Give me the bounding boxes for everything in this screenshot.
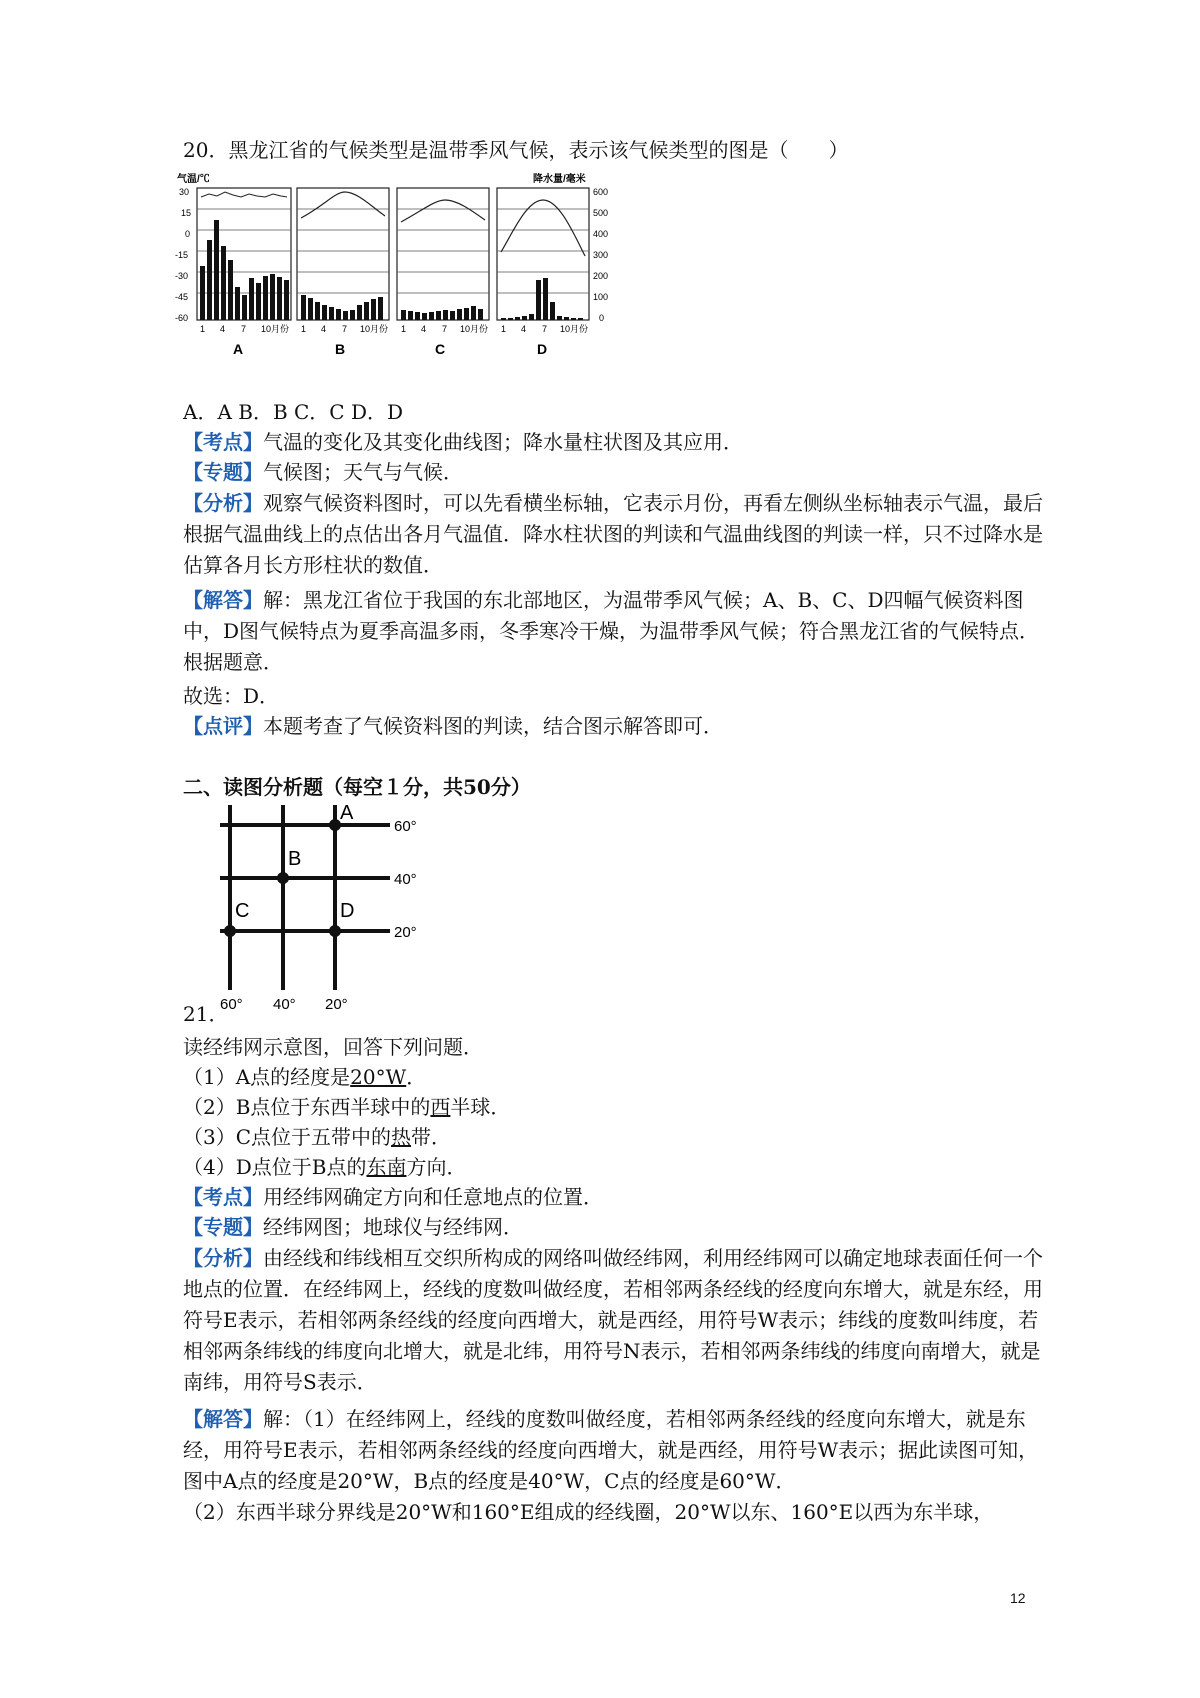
precip-tick: 400 xyxy=(593,229,609,239)
x-tick: 10月份 xyxy=(261,324,290,334)
lon-label: 40° xyxy=(273,996,296,1013)
sub4-post: 方向． xyxy=(406,1155,467,1179)
sub3-answer: 热 xyxy=(391,1125,412,1149)
zhuanti-text: 气候图；天气与气候． xyxy=(263,460,463,484)
panel-label-a: A xyxy=(233,341,244,357)
temp-tick: -45 xyxy=(175,292,189,302)
precip-tick: 500 xyxy=(593,208,609,218)
kaodian-tag: 【考点】 xyxy=(183,1185,263,1209)
q20-stem: 20．黑龙江省的气候类型是温带季风气候，表示该气候类型的图是（ ） xyxy=(183,138,849,162)
lat-label: 60° xyxy=(394,818,417,835)
q20-dianping xyxy=(183,712,723,740)
sub2-post: 半球． xyxy=(450,1095,511,1119)
fenxi-text: 由经线和纬线相互交织所构成的网络叫做经纬网，利用经纬网可以确定地球表面任何一个地点的位置．在经纬网上，经线的度数叫做经度，若相邻两条经线的经度向东增大，就是东经，用符号E表示，若相邻两条经线的经度向西增大，就是西经，用符号W表示；纬线的度数叫纬度，若相邻两条纬线的纬度向北增大，就是北纬，用符号N表示，若相邻两条纬线的纬度向南增大，就是南纬，用符号S表示． xyxy=(183,1246,1043,1394)
jieda-text: 解：（1）在经纬网上，经线的度数叫做经度，若相邻两条经线的经度向东增大，就是东经，用符号E表示，若相邻两条经线的经度向西增大，就是西经，用符号W表示；据此读图可知，图中A点的经度是20°W，B点的经度是40°W，C点的经度是60°W． xyxy=(183,1407,1039,1493)
sub4-pre: （4）D点位于B点的 xyxy=(183,1155,367,1179)
q21-sub4 xyxy=(183,1153,466,1181)
zhuanti-tag: 【专题】 xyxy=(183,1215,263,1239)
x-tick: 4 xyxy=(421,324,427,334)
precip-tick: 600 xyxy=(593,187,609,197)
precip-tick: 200 xyxy=(593,271,609,281)
x-tick: 7 xyxy=(442,324,448,334)
q20-zhuanti xyxy=(183,458,463,486)
panel-label-c: C xyxy=(435,341,446,357)
precip-tick: 100 xyxy=(593,292,609,302)
sub1-pre: （1）A点的经度是 xyxy=(183,1065,351,1089)
x-tick: 4 xyxy=(521,324,527,334)
q21-stem: 读经纬网示意图，回答下列问题． xyxy=(183,1035,483,1059)
temp-tick: -60 xyxy=(175,313,189,323)
x-tick: 1 xyxy=(301,324,307,334)
x-ticks xyxy=(200,323,588,334)
fenxi-text: 观察气候资料图时，可以先看横坐标轴，它表示月份，再看左侧纵坐标轴表示气温，最后根据气温曲线上的点估出各月气温值．降水柱状图的判读和气温曲线图的判读一样，只不过降水是估算各月长方形柱状的数值． xyxy=(183,491,1043,577)
q20-answer: 故选：D． xyxy=(183,684,280,708)
q21-fenxi xyxy=(183,1243,1045,1398)
dianping-tag: 【点评】 xyxy=(183,714,263,738)
precip-tick: 300 xyxy=(593,250,609,260)
kaodian-text: 气温的变化及其变化曲线图；降水量柱状图及其应用． xyxy=(263,430,743,454)
temp-tick: 0 xyxy=(185,229,191,239)
precip-tick: 0 xyxy=(599,313,605,323)
temp-tick: -15 xyxy=(175,250,189,260)
q20-fenxi xyxy=(183,488,1045,581)
fenxi-tag: 【分析】 xyxy=(183,491,263,515)
temp-tick: -30 xyxy=(175,271,189,281)
fenxi-tag: 【分析】 xyxy=(183,1246,263,1270)
x-tick: 7 xyxy=(342,324,348,334)
section-heading: 二、读图分析题（每空１分，共50分） xyxy=(183,775,531,799)
x-tick: 4 xyxy=(220,324,226,334)
x-tick: 1 xyxy=(200,324,206,334)
q21-sub3 xyxy=(183,1123,451,1151)
lon-label: 60° xyxy=(220,996,243,1013)
x-tick: 10月份 xyxy=(560,324,589,334)
page-number: 12 xyxy=(1010,1590,1026,1606)
kaodian-text: 用经纬网确定方向和任意地点的位置． xyxy=(263,1185,603,1209)
q21-jieda xyxy=(183,1404,1045,1497)
x-tick: 7 xyxy=(542,324,548,334)
sub2-answer: 西 xyxy=(430,1095,451,1119)
q20-jieda xyxy=(183,585,1045,678)
sub1-post: ． xyxy=(406,1065,427,1089)
precip-ticks xyxy=(593,187,608,323)
point-a-label: A xyxy=(340,805,354,824)
panel-c xyxy=(397,188,489,320)
q21-jieda-2: （2）东西半球分界线是20°W和160°E组成的经线圈，20°W以东、160°E以西为东半球， xyxy=(183,1500,994,1524)
dianping-text: 本题考查了气候资料图的判读，结合图示解答即可． xyxy=(263,714,723,738)
zhuanti-text: 经纬网图；地球仪与经纬网． xyxy=(263,1215,523,1239)
q21-zhuanti xyxy=(183,1213,523,1241)
sub4-answer: 东南 xyxy=(366,1155,407,1179)
lat-lon-grid xyxy=(220,805,480,1015)
sub2-pre: （2）B点位于东西半球中的 xyxy=(183,1095,431,1119)
panel-d xyxy=(497,188,589,320)
sub3-post: 带． xyxy=(411,1125,452,1149)
x-tick: 4 xyxy=(321,324,327,334)
x-tick: 7 xyxy=(241,324,247,334)
q21-kaodian xyxy=(183,1183,603,1211)
zhuanti-tag: 【专题】 xyxy=(183,460,263,484)
kaodian-tag: 【考点】 xyxy=(183,430,263,454)
point-b-marker xyxy=(277,872,289,884)
climate-charts xyxy=(175,170,615,360)
q21-sub1 xyxy=(183,1063,426,1091)
x-tick: 10月份 xyxy=(460,324,489,334)
jieda-tag: 【解答】 xyxy=(183,588,263,612)
x-tick: 10月份 xyxy=(360,324,389,334)
point-c-label: C xyxy=(235,900,250,922)
sub1-answer: 20°W xyxy=(350,1065,407,1089)
panel-labels xyxy=(233,341,547,357)
point-c-marker xyxy=(224,925,236,937)
temp-tick: 30 xyxy=(179,187,190,197)
point-d-label: D xyxy=(340,900,355,922)
left-axis-title: 气温/℃ xyxy=(177,174,210,185)
q21-sub2 xyxy=(183,1093,510,1121)
right-axis-title: 降水量/毫米 xyxy=(533,174,586,185)
panel-a xyxy=(197,188,291,320)
point-b-label: B xyxy=(288,848,302,870)
q20-kaodian xyxy=(183,428,743,456)
x-tick: 1 xyxy=(501,324,507,334)
q20-options: A．A B．B C．C D．D xyxy=(183,400,404,424)
lat-label: 20° xyxy=(394,924,417,941)
x-tick: 1 xyxy=(401,324,407,334)
q21-number: 21． xyxy=(183,1002,229,1026)
point-d-marker xyxy=(329,925,341,937)
jieda-tag: 【解答】 xyxy=(183,1407,263,1431)
temp-ticks xyxy=(175,187,191,323)
sub3-pre: （3）C点位于五带中的 xyxy=(183,1125,392,1149)
lon-label: 20° xyxy=(325,996,348,1013)
panel-b xyxy=(297,188,389,320)
temp-tick: 15 xyxy=(181,208,192,218)
panel-label-d: D xyxy=(537,341,548,357)
panel-label-b: B xyxy=(335,341,346,357)
jieda-text: 解：黑龙江省位于我国的东北部地区，为温带季风气候；A、B、C、D四幅气候资料图中，D图气候特点为夏季高温多雨，冬季寒冷干燥，为温带季风气候；符合黑龙江省的气候特点．根据题意． xyxy=(183,588,1040,674)
lat-label: 40° xyxy=(394,871,417,888)
